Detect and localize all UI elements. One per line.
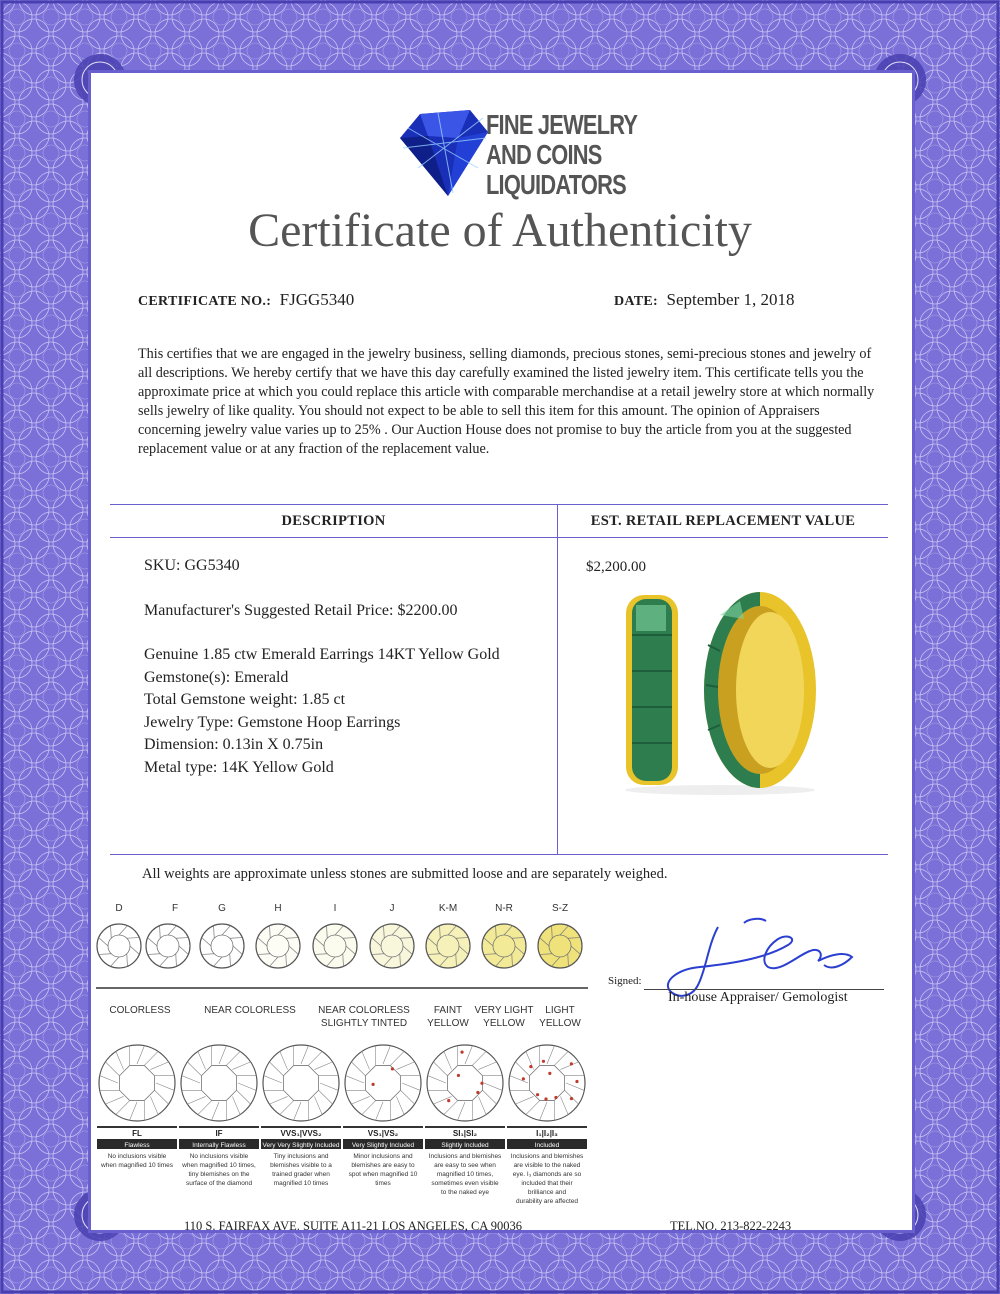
item-description: [144, 555, 500, 779]
value-header: EST. RETAIL REPLACEMENT VALUE: [590, 513, 856, 529]
color-diamond-icon: [200, 924, 244, 968]
color-diamond-icon: [146, 924, 190, 968]
clarity-diamond-icon: [263, 1045, 339, 1121]
detail-line: Total Gemstone weight: 1.85 ct: [144, 691, 346, 708]
color-group-label: YELLOW: [483, 1018, 525, 1029]
date-value: September 1, 2018: [666, 290, 795, 309]
color-group-label: YELLOW: [539, 1018, 581, 1029]
clarity-grade-code: VVS₁|VVS₂: [280, 1129, 322, 1138]
description-header: DESCRIPTION: [281, 513, 386, 529]
clarity-grade-code: IF: [215, 1129, 223, 1138]
clarity-grade-name: Very Very Slightly Included: [262, 1142, 340, 1149]
color-group-label: SLIGHTLY TINTED: [320, 1018, 408, 1029]
emerald-hoop-earrings-image: [620, 585, 820, 795]
color-diamond-icon: [313, 924, 357, 968]
clarity-grade-code: SI₁|SI₂: [452, 1129, 478, 1138]
clarity-grade-description: Inclusions and blemishes are visible to the naked eye. I₃ diamonds are so included that their brilliance and durability are affected: [510, 1153, 584, 1205]
color-grade-letter: F: [171, 903, 179, 914]
color-grade-letter: N-R: [495, 903, 513, 914]
detail-line: Jewelry Type: Gemstone Hoop Earrings: [144, 713, 401, 731]
color-diamond-icon: [370, 924, 414, 968]
clarity-diamond-icon: [427, 1045, 503, 1121]
color-grade-letter: S-Z: [551, 903, 569, 914]
certificate-title: Certificate of Authenticity: [248, 204, 752, 257]
color-group-label: NEAR COLORLESS: [318, 1005, 410, 1016]
certification-statement: This certifies that we are engaged in the jewelry business, selling diamonds, precious stones, semi-precious stones and jewelry of all descriptions. We hereby certify that we have this day carefully examined the listed jewelry item. This certificate tells you the approximate price at which you could replace this article with comparable merchandise at a retail jewelry store at which normally sells jewelry of like quality. You should not expect to be able to sell this item for this amount. The opinion of Appraisers concerning jewelry value varies up to 25% . Our Auction House does not promise to buy the article from you at the suggested replacement value or at any fraction of the replacement value.: [138, 346, 875, 457]
detail-line: Dimension: 0.13in X 0.75in: [144, 736, 324, 753]
color-diamond-icon: [426, 924, 470, 968]
replacement-value: $2,200.00: [586, 559, 646, 575]
clarity-diamond-icon: [99, 1045, 175, 1121]
color-grade-letter: J: [389, 903, 395, 914]
certificate-date: [614, 290, 794, 310]
clarity-diamond-icon: [509, 1045, 585, 1121]
appraiser-title: In-house Appraiser/ Gemologist: [668, 990, 848, 1005]
color-diamond-icon: [256, 924, 300, 968]
clarity-grade-description: No inclusions visible when magnified 10 times, tiny blemishes on the surface of the diamond: [182, 1153, 256, 1187]
detail-line: Genuine 1.85 ctw Emerald Earrings 14KT Yellow Gold: [144, 646, 500, 663]
footer-address: 110 S. FAIRFAX AVE. SUITE A11-21 LOS ANGELES, CA 90036: [184, 1219, 522, 1233]
diamond-grading-chart: [92, 898, 592, 1218]
certificate-number-value: FJGG5340: [279, 290, 355, 309]
clarity-diamond-icon: [181, 1045, 257, 1121]
clarity-grade-description: Minor inclusions and blemishes are easy to spot when magnified 10 times: [348, 1153, 418, 1187]
certificate-number-label: CERTIFICATE NO.:: [138, 294, 272, 309]
clarity-grade-name: Included: [534, 1142, 560, 1149]
certificate-number: [138, 290, 354, 310]
msrp: Manufacturer's Suggested Retail Price: $2200.00: [144, 601, 458, 619]
weight-note: All weights are approximate unless stones are submitted loose and are separately weighed.: [142, 866, 668, 882]
color-grade-letter: K-M: [438, 903, 458, 914]
detail-line: Gemstone(s): Emerald: [144, 668, 289, 686]
footer-phone: TEL.NO. 213-822-2243: [670, 1219, 792, 1233]
clarity-grade-name: Slightly Included: [441, 1142, 489, 1149]
clarity-grade-description: No inclusions visible when magnified 10 times: [101, 1153, 173, 1169]
color-grade-letter: G: [218, 903, 226, 914]
clarity-grade-name: Internally Flawless: [192, 1142, 246, 1149]
color-grade-letter: I: [333, 903, 337, 914]
detail-line: Metal type: 14K Yellow Gold: [144, 758, 334, 776]
logo-wordmark: FINE JEWELRY AND COINS LIQUIDATORS: [486, 109, 638, 200]
color-diamond-icon: [538, 924, 582, 968]
color-group-label: COLORLESS: [109, 1005, 171, 1016]
clarity-grade-name: Flawless: [124, 1142, 150, 1149]
signed-label: Signed:: [608, 975, 642, 987]
clarity-diamond-icon: [345, 1045, 421, 1121]
color-group-label: VERY LIGHT: [474, 1005, 534, 1016]
color-grade-letter: D: [115, 903, 123, 914]
sku: SKU: GG5340: [144, 557, 240, 574]
color-grade-letter: H: [274, 903, 282, 914]
color-group-label: LIGHT: [545, 1005, 575, 1016]
date-label: DATE:: [614, 294, 659, 309]
clarity-grade-code: VS₁|VS₂: [367, 1129, 399, 1138]
color-diamond-icon: [97, 924, 141, 968]
clarity-grade-description: Inclusions and blemishes are easy to see when magnified 10 times, sometimes even visible to the naked eye: [428, 1153, 502, 1196]
clarity-grade-code: FL: [132, 1129, 142, 1138]
color-diamond-icon: [482, 924, 526, 968]
clarity-grade-code: I₁|I₂|I₃: [536, 1129, 558, 1138]
color-group-label: YELLOW: [427, 1018, 469, 1029]
color-group-label: NEAR COLORLESS: [204, 1005, 296, 1016]
color-group-label: FAINT: [433, 1005, 463, 1016]
clarity-grade-name: Very Slightly Included: [351, 1142, 415, 1149]
clarity-grade-description: Tiny inclusions and blemishes visible to a trained grader when magnified 10 times: [270, 1153, 332, 1187]
